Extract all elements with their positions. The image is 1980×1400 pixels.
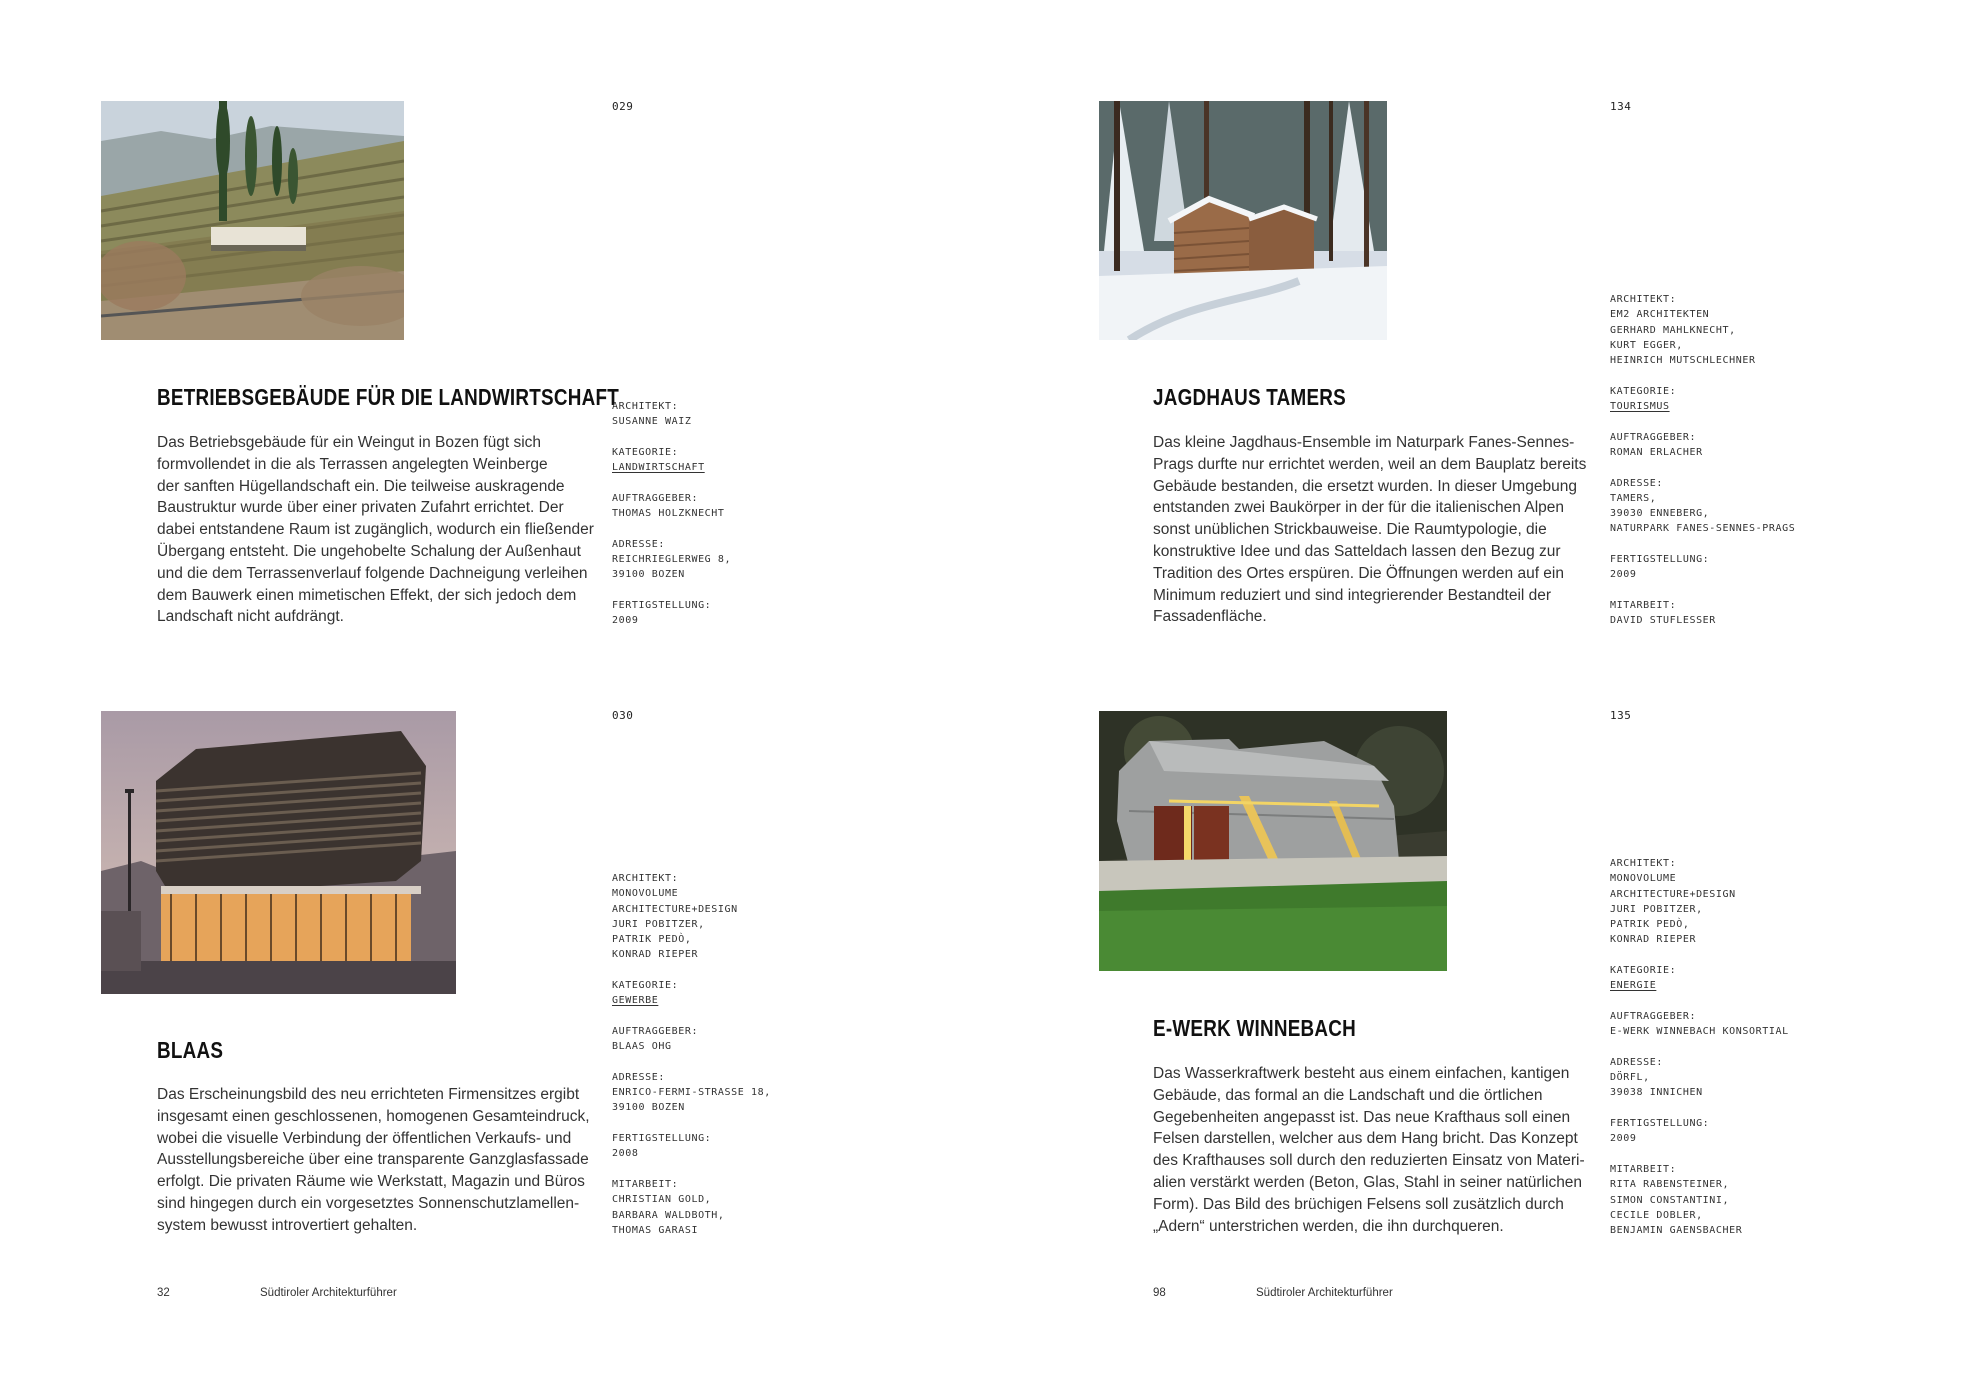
description-line: Gebäude bestanden, die ersetzt wurden. In dieser Umgebung [1153,477,1577,495]
description-line: Übergang entsteht. Die ungehobelte Schalung der Außenhaut [157,542,581,560]
meta-value: 2009 [1610,569,1637,581]
meta-collaborators [1610,1162,1789,1238]
meta-value: TAMERS, [1610,492,1657,504]
meta-label: ADRESSE: [1610,477,1663,489]
entry-title: JAGDHAUS TAMERS [1153,384,1347,410]
meta-label: MITARBEIT: [612,1178,679,1190]
description-line: sonst unüblichen Strickbauweise. Die Raumtypologie, die [1153,521,1547,539]
meta-value: THOMAS GARASI [612,1224,699,1236]
entry-description [1153,432,1586,628]
description-line: Das Erscheinungsbild des neu errichteten Firmensitzes ergibt [157,1086,580,1103]
description-line: alien verstärkt werden (Beton, Glas, Stahl in seiner natürlichen [1153,1173,1583,1191]
meta-collaborators [1610,598,1795,629]
entry-description [157,432,594,628]
description-line: der sanften Hügellandschaft ein. Die teilweise auskragende [157,477,565,495]
meta-architect [1610,292,1795,368]
category-link[interactable]: ENERGIE [1610,980,1657,992]
meta-value: HEINRICH MUTSCHLECHNER [1610,355,1756,367]
meta-label: ARCHITEKT: [1610,294,1677,305]
description-line: Prags durfte nur errichtet werden, weil an dem Bauplatz bereits [1153,455,1587,473]
meta-value: ENRICO-FERMI-STRASSE 18, [612,1087,771,1099]
meta-value: JURI POBITZER, [1610,903,1703,915]
entry-number: 029 [612,100,634,113]
entry-title: BLAAS [157,1037,224,1063]
meta-value: MONOVOLUME [1610,873,1677,885]
meta-completion [612,598,731,629]
meta-value: BLAAS OHG [612,1041,672,1053]
meta-architect [612,399,731,430]
meta-client [612,491,731,522]
meta-value: ARCHITECTURE+DESIGN [1610,888,1736,900]
meta-address [1610,1055,1789,1101]
description-line: Form). Das Bild des brüchigen Felsens soll zusätzlich durch [1153,1195,1564,1213]
description-line: entstanden zwei Baukörper in der für die italienischen Alpen [1153,499,1565,517]
meta-label: FERTIGSTELLUNG: [612,1133,712,1145]
category-link[interactable]: GEWERBE [612,995,659,1007]
entry-number: 134 [1610,100,1632,113]
meta-client [1610,430,1795,461]
meta-value: 39030 ENNEBERG, [1610,508,1710,520]
description-line: Fassadenfläche. [1153,608,1267,626]
meta-value: DÖRFL, [1610,1072,1650,1084]
blaas-building-photo [101,711,456,994]
meta-value: ARCHITECTURE+DESIGN [612,903,738,915]
meta-value: RITA RABENSTEINER, [1610,1179,1730,1191]
description-line: Das Wasserkraftwerk besteht aus einem einfachen, kantigen [1153,1065,1570,1082]
page-number: 32 [157,1287,170,1299]
meta-value: BARBARA WALDBOTH, [612,1209,725,1221]
description-line: „Adern“ unterstrichen werden, die ihn durchqueren. [1153,1217,1504,1235]
meta-value: PATRIK PEDÒ, [1610,919,1690,931]
meta-value: ROMAN ERLACHER [1610,446,1703,458]
description-line: system bewusst introvertiert gehalten. [157,1216,418,1234]
description-line: Tradition des Ortes erspüren. Die Öffnungen werden auf ein [1153,564,1564,582]
meta-value: SIMON CONSTANTINI, [1610,1194,1730,1206]
description-line: Minimum reduziert und sind integrierender Bestandteil der [1153,586,1552,604]
meta-value: NATURPARK FANES-SENNES-PRAGS [1610,523,1796,535]
entry-description [157,1084,590,1237]
meta-value: 2008 [612,1148,639,1160]
meta-completion [612,1131,771,1162]
entry-metadata [1610,292,1795,629]
entry-metadata [612,399,731,628]
entry-title: BETRIEBSGEBÄUDE FÜR DIE LANDWIRTSCHAFT [157,384,619,410]
meta-label: FERTIGSTELLUNG: [1610,1118,1710,1130]
description-line: des Krafthauses soll durch den reduzierten Einsatz von Materi- [1153,1152,1585,1170]
book-title: Südtiroler Architekturführer [1256,1287,1393,1299]
page-number: 98 [1153,1287,1166,1299]
meta-label: ARCHITEKT: [612,401,679,412]
description-line: Landschaft nicht aufdrängt. [157,608,344,626]
entry-metadata [1610,856,1789,1238]
entry-number: 030 [612,709,634,722]
meta-label: ADRESSE: [612,1071,665,1083]
description-line: insgesamt einen geschlossenen, homogenen Gesamteindruck, [157,1107,590,1125]
category-link[interactable]: TOURISMUS [1610,401,1670,413]
meta-value: KONRAD RIEPER [1610,934,1697,946]
meta-value: 39100 BOZEN [612,569,685,581]
meta-label: AUFTRAGGEBER: [612,492,699,504]
description-line: Gebäude, das formal an die Landschaft und die örtlichen [1153,1086,1543,1104]
meta-value: BENJAMIN GAENSBACHER [1610,1225,1743,1237]
meta-label: KATEGORIE: [1610,965,1677,977]
meta-value: JURI POBITZER, [612,918,705,930]
meta-label: AUFTRAGGEBER: [612,1025,699,1037]
meta-value: E-WERK WINNEBACH KONSORTIAL [1610,1026,1789,1038]
meta-value: KURT EGGER, [1610,339,1683,351]
meta-address [612,537,731,583]
meta-value: REICHRIEGLERWEG 8, [612,553,732,565]
meta-value: DAVID STUFLESSER [1610,615,1716,627]
meta-category [1610,963,1789,994]
description-line: Baustruktur wurde über einer privaten Zufahrt errichtet. Der [157,499,564,517]
book-title: Südtiroler Architekturführer [260,1287,397,1299]
meta-value: SUSANNE WAIZ [612,416,692,428]
meta-label: KATEGORIE: [1610,385,1677,397]
meta-value: MONOVOLUME [612,888,679,900]
meta-label: KATEGORIE: [612,980,679,992]
meta-value: 39100 BOZEN [612,1102,685,1114]
meta-label: ADRESSE: [612,538,665,550]
meta-label: KATEGORIE: [612,446,679,458]
meta-value: THOMAS HOLZKNECHT [612,508,725,520]
meta-label: ADRESSE: [1610,1056,1663,1068]
hunting-lodge-photo [1099,101,1387,340]
meta-client [612,1024,771,1055]
meta-label: ARCHITEKT: [1610,858,1677,869]
meta-value: KONRAD RIEPER [612,949,699,961]
description-line: Das kleine Jagdhaus-Ensemble im Naturpark Fanes-Sennes- [1153,434,1575,451]
description-line: und die dem Terrassenverlauf folgende Dachneigung verleihen [157,564,588,582]
vineyard-building-photo [101,101,404,340]
description-line: dem Bauwerk einen mimetischen Effekt, der sich jedoch dem [157,586,577,604]
meta-address [1610,476,1795,537]
meta-completion [1610,1116,1789,1147]
description-line: Ausstellungsbereiche über eine transparente Ganzglasfassade [157,1151,589,1169]
meta-address [612,1070,771,1116]
meta-value: 39038 INNICHEN [1610,1087,1703,1099]
description-line: wobei die visuelle Verbindung der öffentlichen Verkaufs- und [157,1129,572,1147]
description-line: formvollendet in die als Terrassen angelegten Weinberge [157,455,548,473]
entry-description [1153,1063,1585,1237]
entry-metadata [612,871,771,1238]
meta-architect [612,871,771,963]
entry-title: E-WERK WINNEBACH [1153,1015,1357,1041]
description-line: sind hingegen durch ein vorgesetztes Sonnenschutzlamellen- [157,1194,580,1212]
meta-category [612,978,771,1009]
meta-client [1610,1009,1789,1040]
meta-label: MITARBEIT: [1610,1163,1677,1175]
meta-value: EM2 ARCHITEKTEN [1610,309,1710,321]
meta-completion [1610,552,1795,583]
meta-value: 2009 [612,615,639,627]
meta-value: GERHARD MAHLKNECHT, [1610,324,1736,336]
meta-label: FERTIGSTELLUNG: [1610,554,1710,566]
description-line: Gegebenheiten angepasst ist. Das neue Krafthaus soll einen [1153,1108,1571,1126]
meta-label: MITARBEIT: [1610,599,1677,611]
description-line: dabei entstandene Raum ist zugänglich, wodurch ein fließender [157,521,594,539]
meta-value: 2009 [1610,1133,1637,1145]
category-link[interactable]: LANDWIRTSCHAFT [612,462,705,474]
meta-label: AUFTRAGGEBER: [1610,431,1697,443]
power-plant-photo [1099,711,1447,971]
description-line: konstruktive Idee und das Satteldach lassen den Bezug zur [1153,542,1561,560]
meta-value: PATRIK PEDÒ, [612,934,692,946]
meta-label: ARCHITEKT: [612,873,679,884]
entry-number: 135 [1610,709,1632,722]
meta-category [1610,384,1795,415]
description-line: erfolgt. Die privaten Räume wie Werkstatt, Magazin und Büros [157,1173,585,1191]
meta-collaborators [612,1177,771,1238]
meta-label: AUFTRAGGEBER: [1610,1010,1697,1022]
description-line: Felsen darstellen, welcher aus dem Hang bricht. Das Konzept [1153,1130,1578,1148]
meta-architect [1610,856,1789,948]
meta-value: CECILE DOBLER, [1610,1209,1703,1221]
meta-label: FERTIGSTELLUNG: [612,599,712,611]
meta-value: CHRISTIAN GOLD, [612,1194,712,1206]
description-line: Das Betriebsgebäude für ein Weingut in Bozen fügt sich [157,434,542,451]
meta-category [612,445,731,476]
